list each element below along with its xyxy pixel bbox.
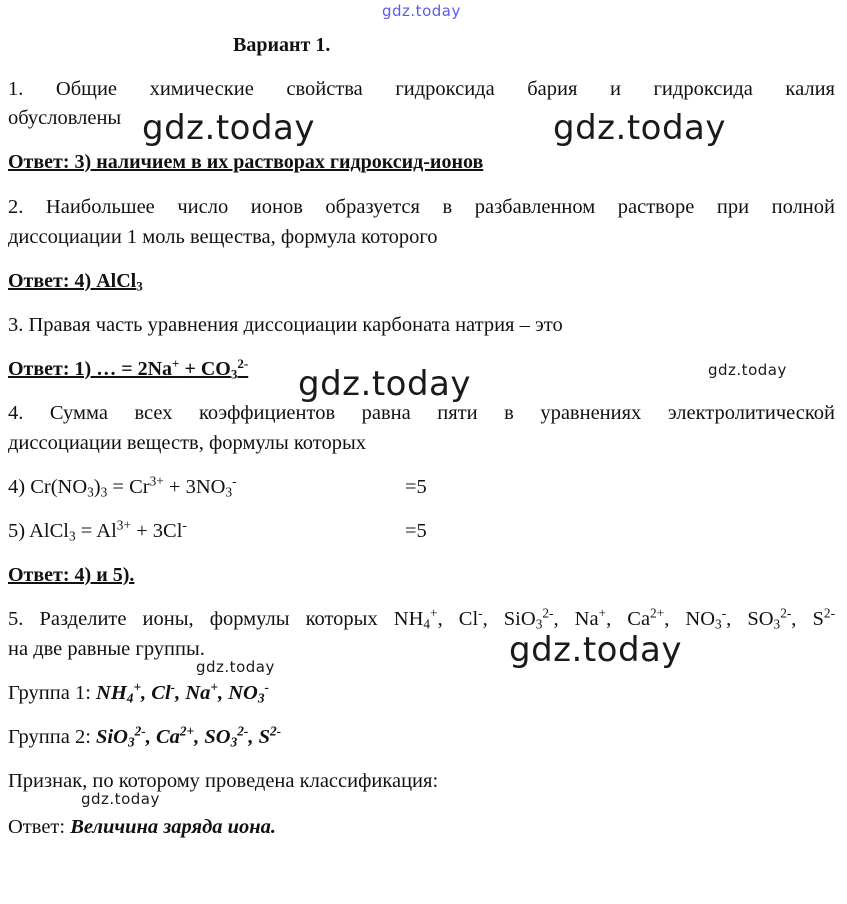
question-5-line-1: 5. Разделите ионы, формулы которых $NH_4^+$, Cl-, SiO$_3^{2-}$, Na+, $Ca^{2+}$, $NO_3^-$, $SO_3^{2-}$, $S^{2-}$: [8, 605, 835, 632]
equation-4-sum: =5: [405, 476, 427, 498]
equation-5-sum: =5: [405, 520, 427, 542]
watermark: gdz.today: [196, 658, 275, 676]
question-5-line-2: на две равные группы.: [8, 638, 205, 660]
watermark: gdz.today: [81, 790, 160, 808]
watermark: gdz.today: [298, 364, 471, 404]
answer-3: Ответ: 1) … = $2Na^+ + CO_3^{2-}$: [8, 355, 249, 382]
question-4-line-1: 4. Сумма всех коэффициентов равна пяти в уравнениях электролитической: [8, 402, 835, 424]
question-4-line-2: диссоциации веществ, формулы которых: [8, 432, 366, 454]
equation-5: 5) AlCl$_3$ = $Al^{3+} + 3Cl^-$ =5: [8, 516, 828, 546]
question-1-line-2: обусловлены: [8, 107, 122, 129]
watermark: gdz.today: [708, 361, 787, 379]
question-3-line-1: 3. Правая часть уравнения диссоциации карбоната натрия – это: [8, 314, 563, 336]
question-2-line-1: 2. Наибольшее число ионов образуется в разбавленном растворе при полной: [8, 196, 835, 218]
equation-4: 4) $Cr(NO_3)_3 = Cr^{3+} + 3NO_3^-$ =5: [8, 472, 828, 502]
question-1-line-1: 1. Общие химические свойства гидроксида бария и гидроксида калия: [8, 78, 835, 100]
group-2: Группа 2: SiO$_3^{2-}$, $Ca^{2+}$, $SO_3^{2-}$, $S^{2-}$: [8, 723, 282, 750]
watermark: gdz.today: [142, 108, 315, 148]
watermark: gdz.today: [553, 108, 726, 148]
answer-5: Ответ: Величина заряда иона.: [8, 816, 277, 838]
page-title: Вариант 1.: [233, 34, 331, 56]
watermark-top: gdz.today: [382, 2, 461, 20]
group-1: Группа 1: $NH_4^+$, Cl-, Na+, $NO_3^-$: [8, 679, 269, 706]
answer-1: Ответ: 3) наличием в их растворах гидроксид-ионов: [8, 151, 484, 173]
answer-2: Ответ: 4) AlCl$_3$: [8, 270, 143, 294]
watermark: gdz.today: [509, 630, 682, 670]
question-2-line-2: диссоциации 1 моль вещества, формула которого: [8, 226, 438, 248]
answer-4: Ответ: 4) и 5).: [8, 564, 135, 586]
classification-criterion: Признак, по которому проведена классификация:: [8, 770, 439, 792]
